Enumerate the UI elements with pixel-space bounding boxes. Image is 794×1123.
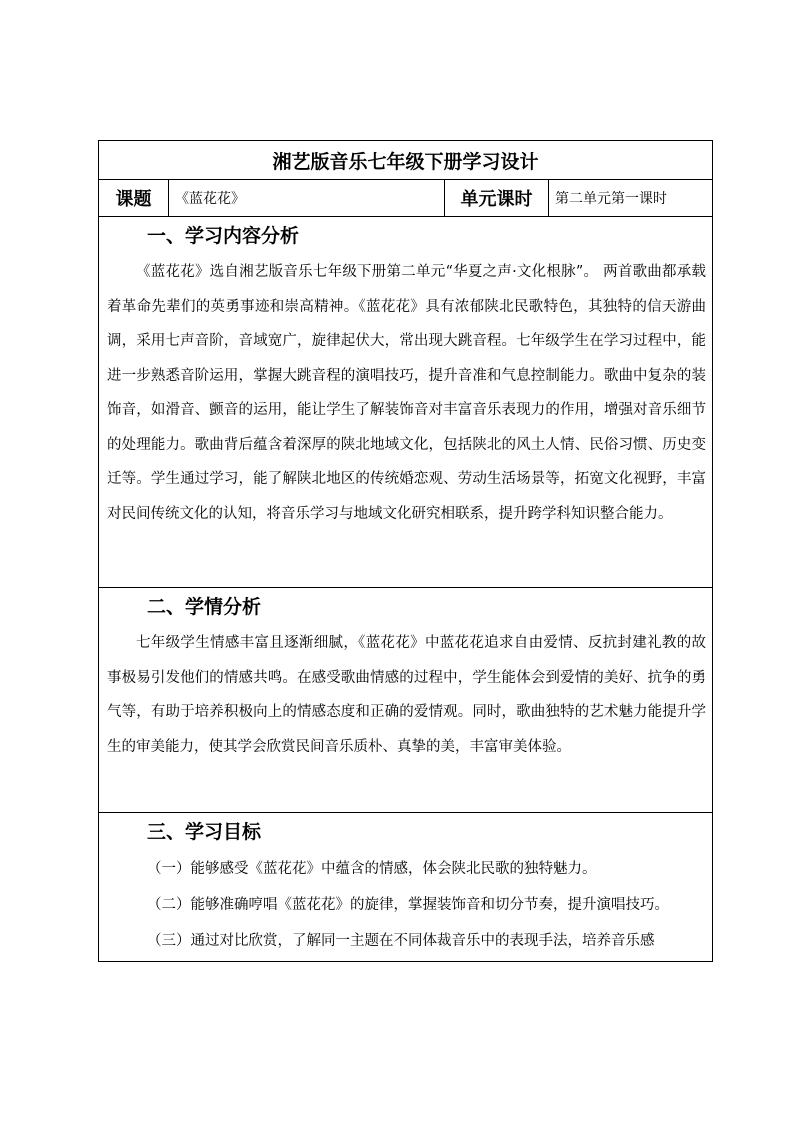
- lesson-design-table: [98, 140, 713, 962]
- title-row: [99, 141, 713, 180]
- section-paragraph: 《蓝花花》选自湘艺版音乐七年级下册第二单元“华夏之声·文化根脉”。 两首歌曲都承载着革命先辈们的英勇事迹和崇高精神。《蓝花花》具有浓郁陕北民歌特色，其独特的信天游曲调，采用七声音阶，音域宽广，旋律起伏大，常出现大跳音程。七年级学生在学习过程中，能进一步熟悉音阶运用，掌握大跳音程的演唱技巧，提升音准和气息控制能力。歌曲中复杂的装饰音，如滑音、颤音的运用，能让学生了解装饰音对丰富音乐表现力的作用，增强对音乐细节的处理能力。歌曲背后蕴含着深厚的陕北地域文化，包括陕北的风土人情、民俗习惯、历史变迁等。学生通过学习，能了解陕北地区的传统婚恋观、劳动生活场景等，拓宽文化视野，丰富对民间传统文化的认知，将音乐学习与地域文化研究相联系，提升跨学科知识整合能力。: [107, 264, 707, 522]
- goal-item: （二）能够准确哼唱《蓝花花》的旋律，掌握装饰音和切分节奏，提升演唱技巧。: [147, 897, 669, 913]
- section-learner-analysis: [99, 588, 713, 813]
- topic-label: 课题: [99, 180, 169, 217]
- goal-item: （一）能够感受《蓝花花》中蕴含的情感，体会陕北民歌的独特魅力。: [147, 861, 597, 877]
- document-title: 湘艺版音乐七年级下册学习设计: [99, 141, 713, 180]
- section-row-content-analysis: [99, 217, 713, 588]
- section-paragraph: 七年级学生情感丰富且逐渐细腻，《蓝花花》中蓝花花追求自由爱情、反抗封建礼教的故事极易引发他们的情感共鸣。在感受歌曲情感的过程中，学生能体会到爱情的美好、抗争的勇气等，有助于培养积极向上的情感态度和正确的爱情观。同时，歌曲独特的艺术魅力能提升学生的审美能力，使其学会欣赏民间音乐质朴、真挚的美，丰富审美体验。: [107, 635, 707, 755]
- section-content-analysis: [99, 217, 713, 588]
- section-heading: 三、学习目标: [147, 821, 262, 843]
- unit-label: 单元课时: [445, 180, 549, 217]
- topic-value: 《蓝花花》: [169, 180, 445, 217]
- section-heading: 一、学习内容分析: [147, 225, 300, 247]
- header-row: [99, 180, 713, 217]
- section-row-learner-analysis: [99, 588, 713, 813]
- section-row-learning-goals: [99, 813, 713, 962]
- section-heading: 二、学情分析: [147, 596, 262, 618]
- unit-value: 第二单元第一课时: [549, 180, 713, 217]
- goal-item: （三）通过对比欣赏，了解同一主题在不同体裁音乐中的表现手法，培养音乐感: [147, 933, 655, 949]
- lesson-design-document: [98, 140, 712, 962]
- section-learning-goals: [99, 813, 713, 962]
